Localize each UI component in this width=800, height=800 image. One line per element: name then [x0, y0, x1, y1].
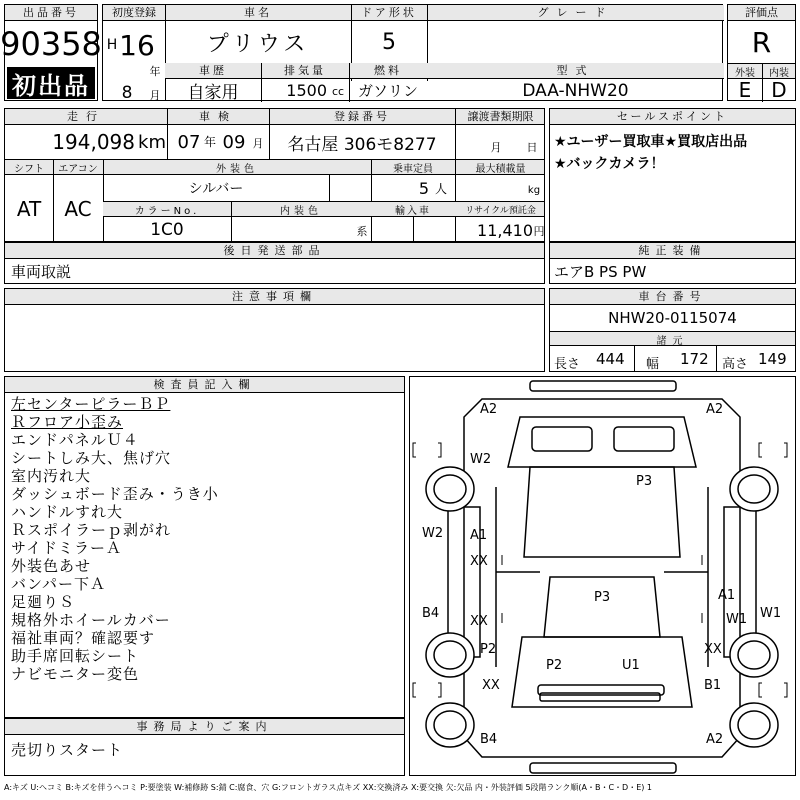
equipment-box: [549, 242, 796, 284]
ac-label: エアコン: [58, 164, 98, 175]
interior-grade: D: [771, 78, 787, 102]
ext-color-label: 外装色: [216, 164, 258, 175]
equipment-value: エアB PS PW: [554, 263, 647, 281]
capacity: 5: [418, 178, 429, 198]
later-parts-value: 車両取説: [11, 263, 72, 281]
inspector-note: バンパー下Ａ: [11, 575, 106, 593]
inspector-note: ナビモニター変色: [11, 665, 140, 683]
score-box: [727, 4, 796, 101]
door-label: ドア形状: [351, 5, 427, 21]
import-label: 輸入車: [395, 206, 431, 217]
width-value: 172: [680, 350, 709, 368]
inspector-box: [4, 376, 405, 718]
damage-mark: XX: [704, 642, 722, 657]
later-parts-box: [4, 242, 545, 284]
mileage-unit: km: [138, 131, 166, 153]
inspection-month: 09: [222, 131, 246, 153]
year-unit: 年: [149, 65, 161, 78]
int-color-unit: 系: [356, 225, 368, 238]
fuel-label: 燃料: [374, 64, 402, 77]
width-label: 幅: [646, 357, 660, 372]
damage-mark: XX: [470, 554, 488, 569]
interior-label: 内装: [769, 68, 789, 79]
shift-label: シフト: [14, 164, 44, 175]
roof-outline: [524, 467, 680, 557]
height-label: 高さ: [722, 357, 749, 372]
car-diagram-svg: [410, 377, 795, 775]
car-name: プリウス: [206, 31, 310, 57]
damage-mark: P3: [594, 590, 611, 605]
damage-mark: W2: [470, 452, 492, 467]
chassis-box: [549, 288, 796, 372]
air-conditioner: AC: [64, 196, 92, 221]
inspector-label: 検査員記入欄: [5, 377, 404, 393]
score-label: 評価点: [728, 5, 795, 21]
front-bumper-outline: [530, 381, 676, 391]
inspector-note: エンドパネルＵ４: [11, 431, 139, 449]
damage-mark: XX: [482, 678, 500, 693]
history: 自家用: [187, 83, 239, 103]
first-listing-badge: 初出品: [7, 67, 95, 99]
hood-outline: [508, 417, 696, 467]
chassis-label: 車台番号: [550, 289, 795, 305]
color-no-label: カラーNo.: [134, 206, 200, 217]
score: R: [751, 25, 772, 59]
inspector-notes: [11, 395, 219, 683]
displacement-unit: cc: [331, 85, 345, 98]
legend: A:キズ U:ヘコミ B:キズを伴うヘコミ P:要塗装 W:補修跡 S:錆 C:腐食、穴 G:フロントガラス点キズ XX:交換済み X:要交換 欠:欠品 内・外装評価 5段階ランク順(A・B・C・D・E) 1: [4, 783, 653, 792]
damage-mark: XX: [470, 614, 488, 629]
caution-label: 注意事項欄: [5, 289, 544, 305]
office-box: [4, 718, 405, 776]
chassis-number: NHW20-0115074: [608, 309, 737, 327]
inspection-year: 07: [177, 131, 201, 153]
specs-label: 諸元: [656, 335, 689, 347]
reg-month: 8: [121, 83, 133, 103]
inspection-label: 車検: [199, 110, 237, 123]
headlight-right: [614, 427, 674, 451]
damage-mark: W2: [422, 526, 444, 541]
recycle-fee: 11,410: [477, 220, 533, 240]
inspector-note: 外装色あせ: [11, 557, 92, 575]
mileage-label: 走行: [67, 110, 105, 123]
lot-number-box: [0, 4, 102, 101]
damage-mark: A2: [480, 402, 498, 417]
inspector-note: 福祉車両？確認要す: [11, 629, 156, 647]
damage-mark: P3: [636, 474, 653, 489]
inspector-note: 足廻りＳ: [11, 593, 76, 611]
history-label: 車歴: [199, 64, 227, 77]
car-body-outline: [464, 399, 740, 757]
displacement-label: 排気量: [284, 64, 326, 77]
reg-year: 16: [119, 28, 155, 62]
inspector-note: サイドミラーＡ: [11, 539, 122, 557]
height-value: 149: [758, 350, 787, 368]
trunk-outline: [512, 637, 692, 707]
damage-mark: W1: [726, 612, 748, 627]
inspection-month-unit: 月: [252, 137, 264, 150]
fuel: ガソリン: [357, 82, 418, 100]
damage-mark: U1: [622, 658, 640, 673]
inspector-note: ハンドルすれ大: [11, 503, 124, 521]
sales-points-box: [549, 108, 796, 242]
inspector-note: 規格外ホイールカバー: [11, 611, 171, 629]
recycle-label: リサイクル預託金: [465, 206, 536, 216]
first-reg-label: 初度登録: [103, 5, 165, 21]
int-color-label: 内装色: [280, 206, 322, 217]
lot-number: 90358: [0, 25, 102, 63]
rear-bumper-outline: [530, 763, 676, 773]
damage-mark: B4: [480, 732, 498, 747]
model-label: 型式: [556, 64, 595, 77]
damage-mark: B4: [422, 606, 440, 621]
equipment-label: 純正装備: [550, 243, 795, 259]
lot-number-label: 出品番号: [5, 5, 97, 21]
capacity-label: 乗車定員: [393, 164, 433, 175]
rear-cabin-outline: [544, 577, 660, 637]
exterior-grade: E: [738, 78, 752, 102]
damage-mark: B1: [704, 678, 722, 693]
inspector-note: 室内汚れ大: [11, 467, 92, 485]
load-label: 最大積載量: [475, 164, 526, 175]
sales-point: ★バックカメラ！: [554, 156, 665, 172]
damage-mark: A1: [470, 528, 488, 543]
month-unit: 月: [149, 89, 161, 102]
shift: AT: [16, 196, 42, 221]
length-value: 444: [596, 350, 625, 368]
color-number: 1C0: [150, 220, 184, 240]
grade: [427, 21, 724, 63]
grade-label: グレード: [427, 5, 724, 21]
damage-mark: P2: [480, 642, 497, 657]
caution-box: [4, 288, 545, 372]
transfer-label: 譲渡書類期限: [467, 110, 534, 123]
damage-mark: W1: [760, 606, 782, 621]
door-type: 5: [382, 29, 396, 55]
exterior-label: 外装: [735, 68, 755, 79]
later-parts-label: 後日発送部品: [5, 243, 544, 259]
office-value: 売切りスタート: [11, 741, 124, 759]
car-name-label: 車名: [165, 5, 351, 21]
vehicle-header-box: [102, 4, 723, 101]
inspector-note: Ｒスポイラーｐ剥がれ: [11, 521, 172, 539]
inspector-note: 左センターピラーＢＰ: [11, 395, 171, 413]
inspector-note: シートしみ大、焦げ穴: [11, 449, 172, 467]
exterior-color: シルバー: [188, 181, 244, 197]
capacity-unit: 人: [434, 181, 447, 196]
vehicle-details-box: [4, 108, 545, 242]
recycle-unit: 円: [533, 225, 545, 238]
plate-number: 名古屋 306モ8277: [287, 134, 437, 155]
damage-mark: A2: [706, 402, 724, 417]
inspector-note: ダッシュボード歪み・うき小: [11, 485, 219, 503]
damage-mark: P2: [546, 658, 563, 673]
plate-label: 登録番号: [334, 110, 390, 123]
inspector-note: Ｒフロア小歪み: [11, 413, 124, 431]
damage-diagram: [409, 376, 796, 776]
sales-points-label: セールスポイント: [550, 109, 795, 125]
load-unit: kg: [527, 185, 541, 196]
model: DAA-NHW20: [522, 80, 629, 101]
era: H: [106, 37, 118, 53]
headlight-left: [532, 427, 592, 451]
office-label: 事務局よりご案内: [5, 719, 404, 735]
inspector-note: 助手席回転シート: [11, 647, 140, 665]
transfer-month-unit: 月: [490, 141, 502, 154]
sales-point: ★ユーザー買取車★買取店出品: [554, 134, 748, 150]
damage-mark: A2: [706, 732, 724, 747]
inspection-year-unit: 年: [203, 135, 216, 149]
length-label: 長さ: [554, 357, 581, 372]
transfer-day-unit: 日: [526, 141, 538, 154]
mileage: 194,098: [52, 130, 135, 154]
displacement: 1500: [286, 81, 327, 100]
damage-mark: A1: [718, 588, 736, 603]
